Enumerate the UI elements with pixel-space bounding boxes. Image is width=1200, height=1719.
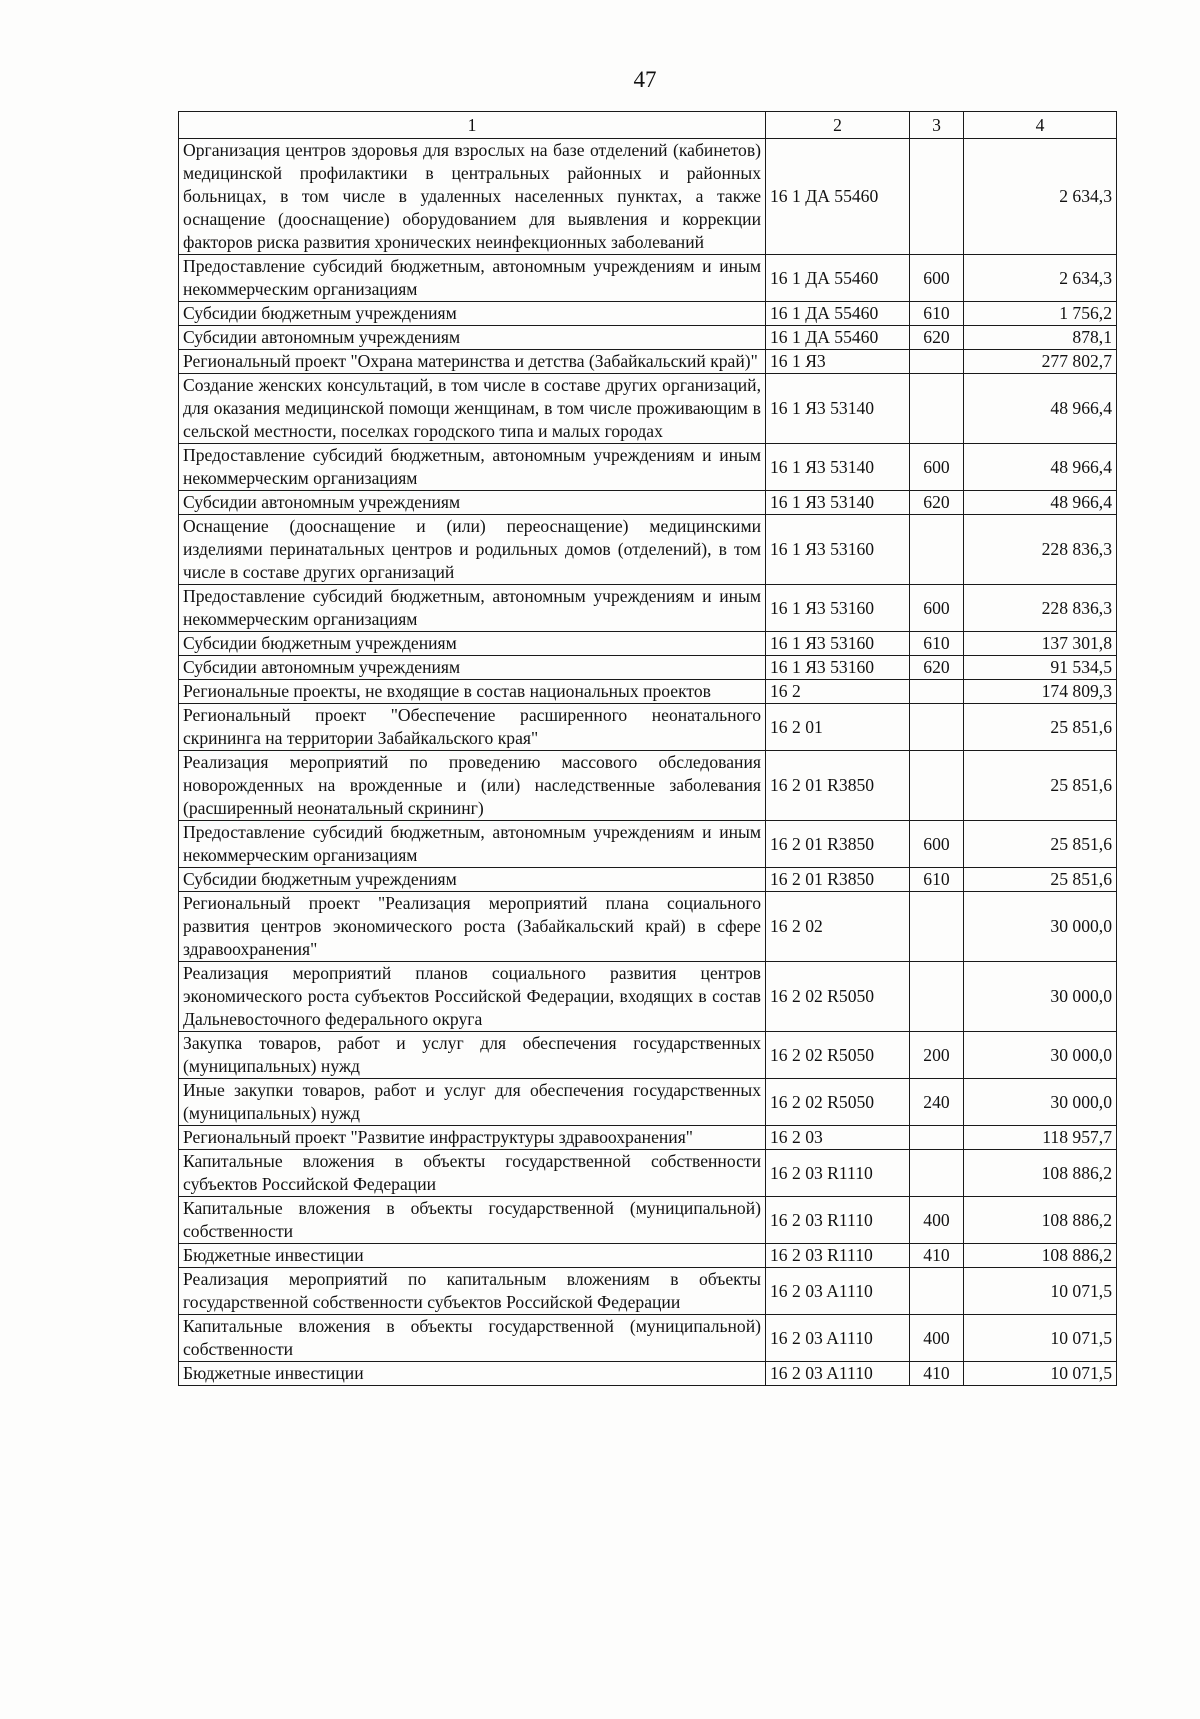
row-code: 16 2 01 R3850: [766, 751, 910, 821]
row-vr: 400: [910, 1197, 964, 1244]
row-code: 16 1 Я3 53140: [766, 491, 910, 515]
row-code: 16 2: [766, 680, 910, 704]
column-header-vr: 3: [910, 112, 964, 139]
row-vr: 620: [910, 491, 964, 515]
row-sum: 25 851,6: [964, 751, 1117, 821]
row-sum: 228 836,3: [964, 515, 1117, 585]
table-row: [179, 751, 1117, 821]
row-name: Капитальные вложения в объекты государственной (муниципальной) собственности: [179, 1315, 766, 1362]
row-sum: 1 756,2: [964, 302, 1117, 326]
table-row: [179, 1268, 1117, 1315]
row-vr: [910, 1126, 964, 1150]
row-vr: 620: [910, 656, 964, 680]
row-code: 16 2 02 R5050: [766, 1079, 910, 1126]
row-code: 16 1 Я3: [766, 350, 910, 374]
row-name: Капитальные вложения в объекты государственной (муниципальной) собственности: [179, 1197, 766, 1244]
row-name: Бюджетные инвестиции: [179, 1362, 766, 1386]
row-vr: [910, 515, 964, 585]
row-code: 16 2 03 A1110: [766, 1315, 910, 1362]
row-code: 16 2 03 A1110: [766, 1268, 910, 1315]
row-name: Бюджетные инвестиции: [179, 1244, 766, 1268]
row-code: 16 2 01 R3850: [766, 868, 910, 892]
row-sum: 137 301,8: [964, 632, 1117, 656]
row-name: Оснащение (дооснащение и (или) переоснащение) медицинскими изделиями перинатальных центров и родильных домов (отделений), в том числе в составе других организаций: [179, 515, 766, 585]
row-name: Предоставление субсидий бюджетным, автономным учреждениям и иным некоммерческим организациям: [179, 255, 766, 302]
row-name: Создание женских консультаций, в том числе в составе других организаций, для оказания медицинской помощи женщинам, в том числе проживающим в сельской местности, поселках городского типа и малых городах: [179, 374, 766, 444]
row-sum: 25 851,6: [964, 821, 1117, 868]
row-sum: 108 886,2: [964, 1197, 1117, 1244]
table-row: [179, 704, 1117, 751]
table-row: [179, 350, 1117, 374]
column-header-code: 2: [766, 112, 910, 139]
row-code: 16 1 ДА 55460: [766, 255, 910, 302]
table-body: [179, 139, 1117, 1386]
table-row: [179, 302, 1117, 326]
row-name: Предоставление субсидий бюджетным, автономным учреждениям и иным некоммерческим организациям: [179, 585, 766, 632]
row-sum: 30 000,0: [964, 892, 1117, 962]
row-sum: 878,1: [964, 326, 1117, 350]
row-sum: 277 802,7: [964, 350, 1117, 374]
table-row: [179, 868, 1117, 892]
row-vr: 600: [910, 821, 964, 868]
row-name: Иные закупки товаров, работ и услуг для обеспечения государственных (муниципальных) нужд: [179, 1079, 766, 1126]
row-sum: 48 966,4: [964, 374, 1117, 444]
row-sum: 2 634,3: [964, 255, 1117, 302]
row-code: 16 2 02: [766, 892, 910, 962]
row-code: 16 2 03 R1110: [766, 1150, 910, 1197]
page-number: 47: [633, 67, 657, 92]
table-row: [179, 1362, 1117, 1386]
row-code: 16 2 03 R1110: [766, 1197, 910, 1244]
row-code: 16 2 03 A1110: [766, 1362, 910, 1386]
row-sum: 25 851,6: [964, 704, 1117, 751]
row-sum: 91 534,5: [964, 656, 1117, 680]
row-vr: [910, 751, 964, 821]
row-name: Региональный проект "Развитие инфраструктуры здравоохранения": [179, 1126, 766, 1150]
row-name: Реализация мероприятий планов социального развития центров экономического роста субъектов Российской Федерации, входящих в состав Дальневосточного федерального округа: [179, 962, 766, 1032]
row-sum: 30 000,0: [964, 1079, 1117, 1126]
row-name: Закупка товаров, работ и услуг для обеспечения государственных (муниципальных) нужд: [179, 1032, 766, 1079]
row-vr: 610: [910, 302, 964, 326]
row-sum: 25 851,6: [964, 868, 1117, 892]
row-name: Субсидии бюджетным учреждениям: [179, 302, 766, 326]
row-name: Предоставление субсидий бюджетным, автономным учреждениям и иным некоммерческим организациям: [179, 444, 766, 491]
table-row: [179, 1126, 1117, 1150]
table-row: [179, 680, 1117, 704]
row-name: Организация центров здоровья для взрослых на базе отделений (кабинетов) медицинской профилактики в центральных районных и районных больницах, в том числе в удаленных населенных пунктах, а также оснащение (дооснащение) оборудованием для выявления и коррекции факторов риска развития хронических неинфекционных заболеваний: [179, 139, 766, 255]
row-sum: 48 966,4: [964, 444, 1117, 491]
table-row: [179, 1032, 1117, 1079]
row-vr: 600: [910, 585, 964, 632]
row-vr: 600: [910, 444, 964, 491]
table-row: [179, 374, 1117, 444]
row-name: Реализация мероприятий по капитальным вложениям в объекты государственной собственности субъектов Российской Федерации: [179, 1268, 766, 1315]
row-name: Региональные проекты, не входящие в состав национальных проектов: [179, 680, 766, 704]
row-sum: 30 000,0: [964, 1032, 1117, 1079]
table-row: [179, 491, 1117, 515]
row-sum: 108 886,2: [964, 1150, 1117, 1197]
row-sum: 228 836,3: [964, 585, 1117, 632]
row-code: 16 1 ДА 55460: [766, 302, 910, 326]
row-sum: 48 966,4: [964, 491, 1117, 515]
row-name: Реализация мероприятий по проведению массового обследования новорожденных на врожденные и (или) наследственные заболевания (расширенный неонатальный скрининг): [179, 751, 766, 821]
table-row: [179, 515, 1117, 585]
row-vr: [910, 892, 964, 962]
table-row: [179, 1150, 1117, 1197]
row-sum: 174 809,3: [964, 680, 1117, 704]
row-vr: [910, 139, 964, 255]
table-row: [179, 962, 1117, 1032]
row-vr: 620: [910, 326, 964, 350]
column-header-sum: 4: [964, 112, 1117, 139]
row-code: 16 2 02 R5050: [766, 962, 910, 1032]
row-sum: 30 000,0: [964, 962, 1117, 1032]
row-code: 16 1 Я3 53160: [766, 656, 910, 680]
row-code: 16 2 03: [766, 1126, 910, 1150]
row-name: Капитальные вложения в объекты государственной собственности субъектов Российской Федерации: [179, 1150, 766, 1197]
table-header-row: [179, 112, 1117, 139]
table-row: [179, 821, 1117, 868]
row-name: Субсидии автономным учреждениям: [179, 656, 766, 680]
row-name: Региональный проект "Реализация мероприятий плана социального развития центров экономического роста (Забайкальский край) в сфере здравоохранения": [179, 892, 766, 962]
table-row: [179, 1315, 1117, 1362]
row-vr: 610: [910, 868, 964, 892]
table-row: [179, 632, 1117, 656]
row-name: Региональный проект "Обеспечение расширенного неонатального скрининга на территории Забайкальского края": [179, 704, 766, 751]
table-row: [179, 892, 1117, 962]
row-sum: 118 957,7: [964, 1126, 1117, 1150]
table-row: [179, 656, 1117, 680]
row-code: 16 1 ДА 55460: [766, 326, 910, 350]
row-vr: 600: [910, 255, 964, 302]
column-header-name: 1: [179, 112, 766, 139]
row-vr: 410: [910, 1244, 964, 1268]
budget-table: [178, 111, 1117, 1386]
row-vr: 400: [910, 1315, 964, 1362]
row-sum: 10 071,5: [964, 1362, 1117, 1386]
row-vr: [910, 350, 964, 374]
row-code: 16 1 Я3 53160: [766, 632, 910, 656]
table-row: [179, 1079, 1117, 1126]
row-code: 16 2 02 R5050: [766, 1032, 910, 1079]
row-name: Субсидии бюджетным учреждениям: [179, 868, 766, 892]
row-vr: 240: [910, 1079, 964, 1126]
row-vr: [910, 962, 964, 1032]
row-code: 16 1 Я3 53160: [766, 585, 910, 632]
row-vr: 410: [910, 1362, 964, 1386]
row-code: 16 2 01: [766, 704, 910, 751]
row-name: Региональный проект "Охрана материнства и детства (Забайкальский край)": [179, 350, 766, 374]
row-vr: 200: [910, 1032, 964, 1079]
row-vr: [910, 374, 964, 444]
row-name: Субсидии бюджетным учреждениям: [179, 632, 766, 656]
row-vr: 610: [910, 632, 964, 656]
table-row: [179, 255, 1117, 302]
row-name: Предоставление субсидий бюджетным, автономным учреждениям и иным некоммерческим организациям: [179, 821, 766, 868]
table-row: [179, 139, 1117, 255]
row-code: 16 1 ДА 55460: [766, 139, 910, 255]
row-sum: 108 886,2: [964, 1244, 1117, 1268]
row-sum: 2 634,3: [964, 139, 1117, 255]
row-vr: [910, 704, 964, 751]
table-row: [179, 444, 1117, 491]
row-code: 16 2 01 R3850: [766, 821, 910, 868]
row-vr: [910, 1150, 964, 1197]
row-name: Субсидии автономным учреждениям: [179, 491, 766, 515]
row-code: 16 1 Я3 53160: [766, 515, 910, 585]
row-code: 16 2 03 R1110: [766, 1244, 910, 1268]
row-sum: 10 071,5: [964, 1315, 1117, 1362]
row-sum: 10 071,5: [964, 1268, 1117, 1315]
table-row: [179, 326, 1117, 350]
row-name: Субсидии автономным учреждениям: [179, 326, 766, 350]
table-row: [179, 1197, 1117, 1244]
table-row: [179, 585, 1117, 632]
row-code: 16 1 Я3 53140: [766, 374, 910, 444]
table-row: [179, 1244, 1117, 1268]
row-code: 16 1 Я3 53140: [766, 444, 910, 491]
row-vr: [910, 1268, 964, 1315]
row-vr: [910, 680, 964, 704]
